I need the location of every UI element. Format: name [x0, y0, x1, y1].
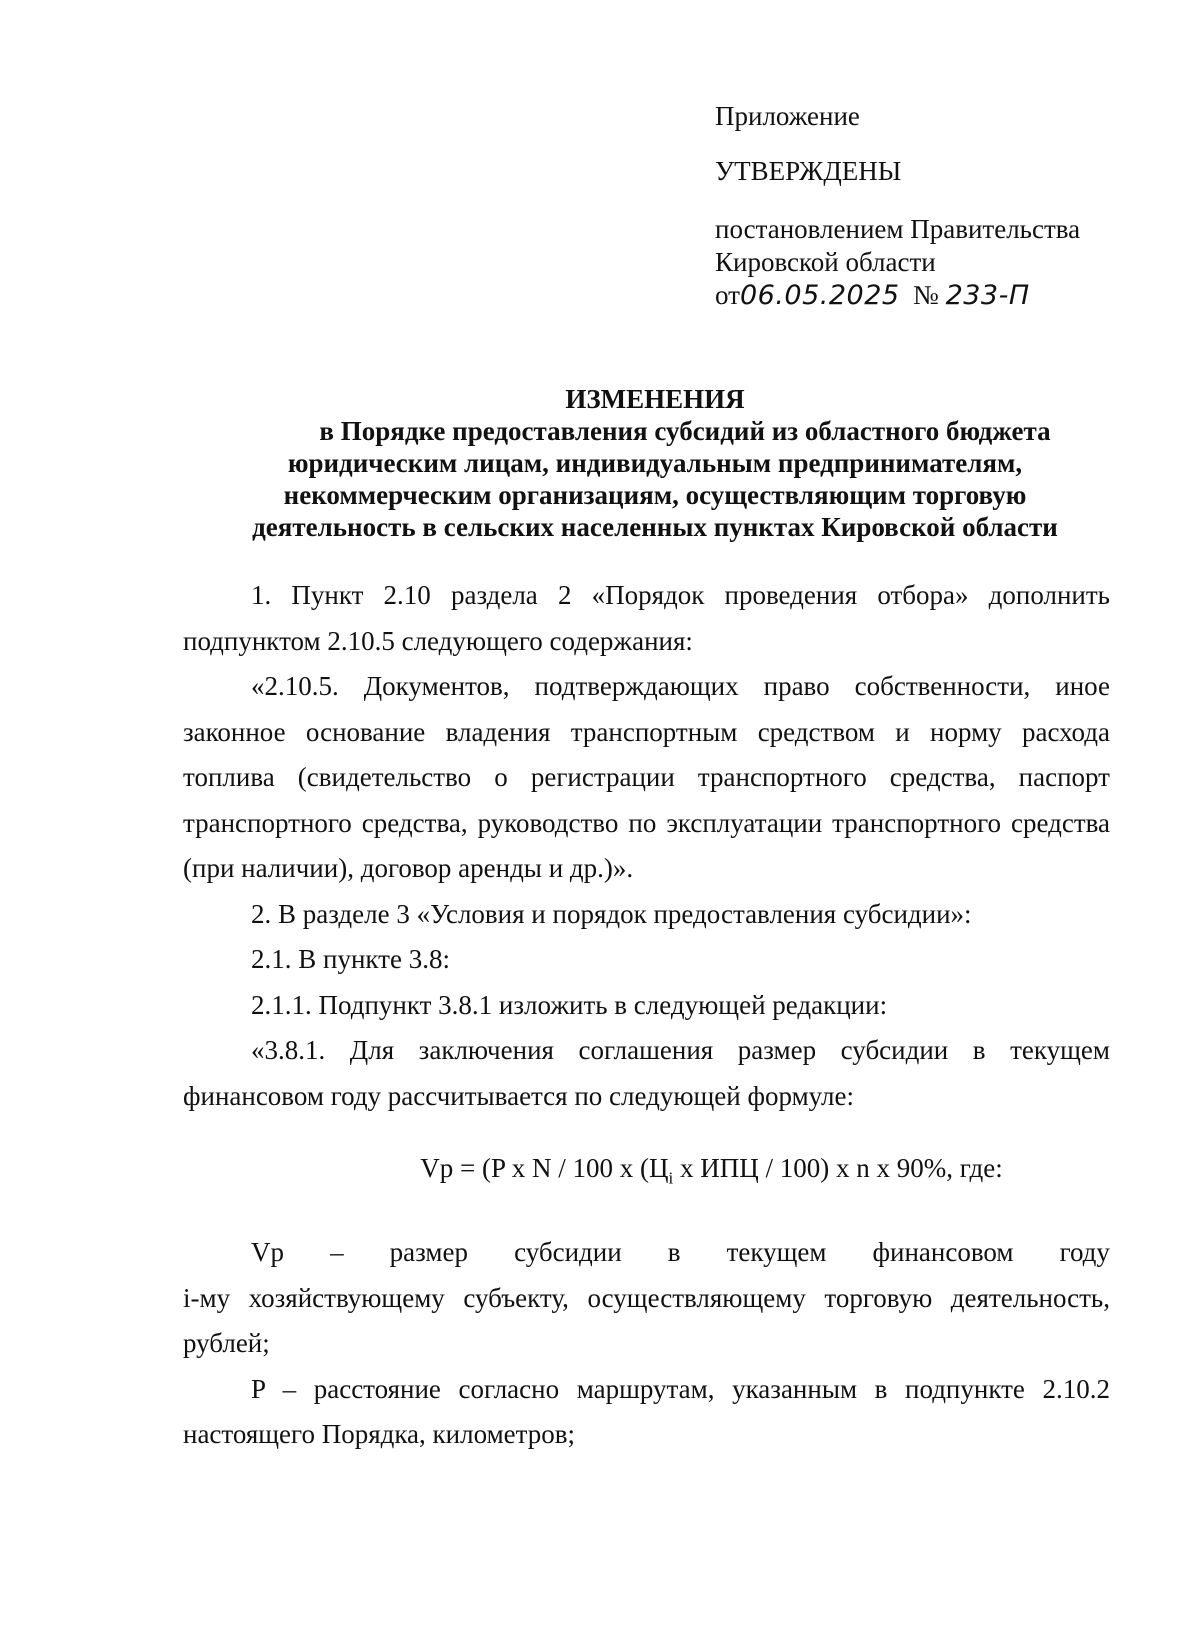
document-body [183, 573, 1110, 1119]
approved-label: УТВЕРЖДЕНЫ [715, 156, 902, 186]
p-definition: P – расстояние согласно маршрутам, указанным в подпункте 2.10.2 настоящего Порядка, километров; [183, 1373, 1110, 1449]
title-line-3: некоммерческим организациям, осуществляющим торговую [283, 480, 1027, 510]
formula-part-2: x ИПЦ / 100) x n x 90%, где: [673, 1153, 1003, 1183]
vp-word: – [330, 1237, 344, 1267]
paragraph-6: «3.8.1. Для заключения соглашения размер субсидии в текущем финансовом году рассчитывается по следующей формуле: [183, 1035, 1110, 1111]
paragraph-3: 2. В разделе 3 «Условия и порядок предоставления субсидии»: [251, 898, 972, 929]
vp-word: субсидии [514, 1237, 622, 1267]
title-line-4: деятельность в сельских населенных пунктах Кировской области [252, 512, 1058, 542]
vp-word: финансовом [872, 1237, 1014, 1267]
title-main: ИЗМЕНЕНИЯ [565, 384, 745, 414]
document-title [180, 383, 1130, 543]
vp-word: в [667, 1237, 681, 1267]
formula-subscript: i [668, 1168, 674, 1188]
number-prefix: № [913, 280, 939, 310]
appendix-label: Приложение [715, 101, 860, 131]
formula-part-1: Vp = (P x N / 100 x (Ц [420, 1153, 669, 1183]
decree-line-1: постановлением Правительства [715, 214, 1081, 244]
vp-word: текущем [726, 1237, 827, 1267]
title-line-1: в Порядке предоставления субсидий из областного бюджета [319, 416, 1051, 446]
vp-word: размер [389, 1237, 468, 1267]
paragraph-4: 2.1. В пункте 3.8: [251, 944, 450, 974]
vp-word: году [1059, 1237, 1110, 1267]
vp-definition-first-line [183, 1230, 1110, 1276]
paragraph-2: «2.10.5. Документов, подтверждающих право собственности, иное законное основание владения транспортным средством и норму расхода топлива (свидетельство о регистрации транспортного средства, паспорт транспортного средства, руководство по эксплуатации транспортного средства (при наличии), договор аренды и др.)». [183, 671, 1110, 883]
paragraph-5: 2.1.1. Подпункт 3.8.1 изложить в следующей редакции: [251, 989, 888, 1020]
handwritten-date: 06.05.2025 [739, 280, 900, 311]
vp-word: Vp [251, 1237, 284, 1267]
vp-definition-rest: i-му хозяйствующему субъекту, осуществляющему торговую деятельность, рублей; [183, 1282, 1110, 1358]
handwritten-number: 233-П [945, 280, 1030, 311]
formula-definitions [183, 1230, 1110, 1458]
title-line-2: юридическим лицам, индивидуальным предпринимателям, [287, 448, 1023, 478]
paragraph-1: 1. Пункт 2.10 раздела 2 «Порядок проведения отбора» дополнить подпунктом 2.10.5 следующего содержания: [183, 580, 1110, 656]
decree-line-2: Кировской области [715, 247, 936, 277]
approval-stamp-block [715, 100, 1155, 312]
subsidy-formula [183, 1148, 1110, 1198]
decree-date-number [715, 279, 1155, 312]
from-prefix: от [715, 280, 740, 310]
